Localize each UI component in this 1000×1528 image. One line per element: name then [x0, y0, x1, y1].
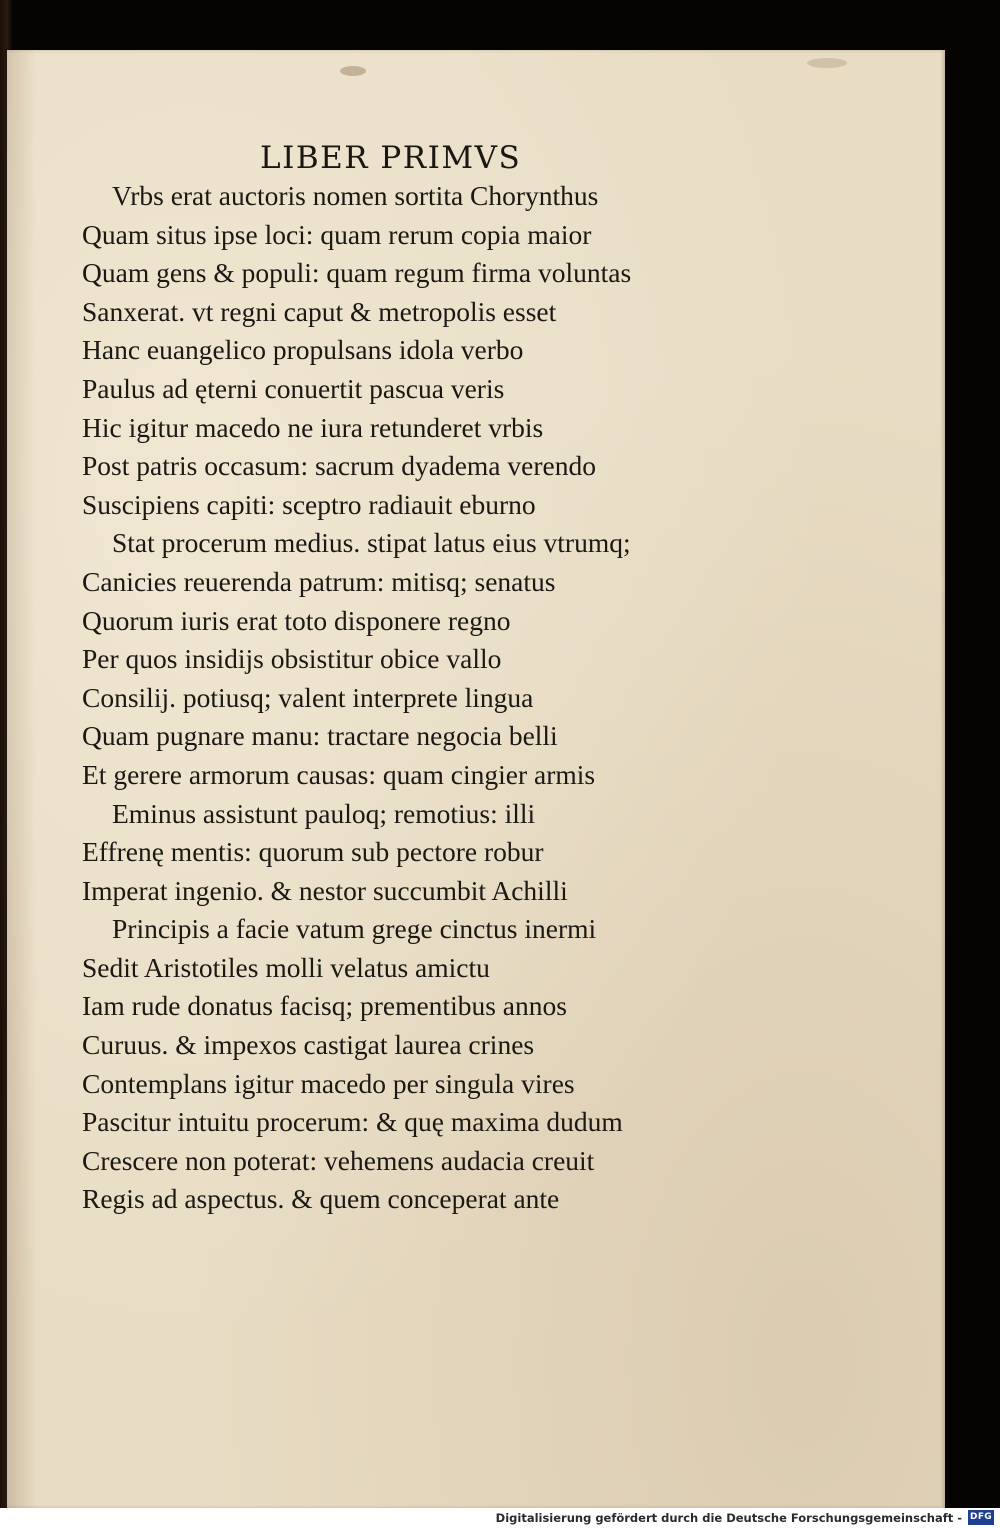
- verse-line: Eminus assistunt pauloq; remotius: illi: [112, 797, 536, 829]
- dfg-credit-text: Digitalisierung gefördert durch die Deutsche Forschungsgemeinschaft -: [495, 1511, 962, 1525]
- verse-line: Et gerere armorum causas: quam cingier armis: [82, 758, 596, 790]
- verse-text-block: [82, 177, 682, 1219]
- verse-line: Hanc euangelico propulsans idola verbo: [82, 334, 524, 366]
- verse-line: Regis ad aspectus. & quem conceperat ante: [82, 1183, 560, 1215]
- verse-line: Principis a facie vatum grege cinctus inermi: [112, 913, 597, 945]
- verse-line: Curuus. & impexos castigat laurea crines: [82, 1029, 535, 1061]
- running-head: LIBER PRIMVS: [260, 140, 522, 176]
- verse-line: Quam gens & populi: quam regum firma voluntas: [82, 257, 632, 289]
- dfg-logo: DFG: [968, 1510, 994, 1525]
- verse-line: Pascitur intuitu procerum: & quę maxima dudum: [82, 1106, 623, 1138]
- verse-line: Post patris occasum: sacrum dyadema verendo: [82, 450, 596, 482]
- verse-line: Per quos insidijs obsistitur obice vallo: [82, 643, 502, 675]
- verse-line: Suscipiens capiti: sceptro radiauit eburno: [82, 488, 536, 520]
- verse-line: Consilij. potiusq; valent interprete lingua: [82, 681, 534, 713]
- verse-line: Quorum iuris erat toto disponere regno: [82, 604, 511, 636]
- verse-line: Quam pugnare manu: tractare negocia belli: [82, 720, 558, 752]
- verse-line: Hic igitur macedo ne iura retunderet vrbis: [82, 411, 544, 443]
- verse-line: Quam situs ipse loci: quam rerum copia maior: [82, 218, 592, 250]
- verse-line: Vrbs erat auctoris nomen sortita Chorynthus: [112, 180, 599, 211]
- verse-line: Sedit Aristotiles molli velatus amictu: [82, 951, 490, 983]
- page-stain: [807, 58, 847, 68]
- verse-line: Canicies reuerenda patrum: mitisq; senatus: [82, 565, 556, 597]
- verse-line: Crescere non poterat: vehemens audacia creuit: [82, 1144, 595, 1176]
- verse-line: Sanxerat. vt regni caput & metropolis esset: [82, 295, 557, 327]
- verse-line: Contemplans igitur macedo per singula vires: [82, 1067, 575, 1099]
- page-stain: [340, 66, 366, 76]
- verse-line: Iam rude donatus facisq; prementibus annos: [82, 990, 567, 1022]
- verse-line: Effrenę mentis: quorum sub pectore robur: [82, 836, 544, 868]
- verse-line: Stat procerum medius. stipat latus eius vtrumq;: [112, 527, 631, 559]
- verse-line: Imperat ingenio. & nestor succumbit Achilli: [82, 874, 568, 906]
- verse-line: Paulus ad ęterni conuertit pascua veris: [82, 372, 505, 404]
